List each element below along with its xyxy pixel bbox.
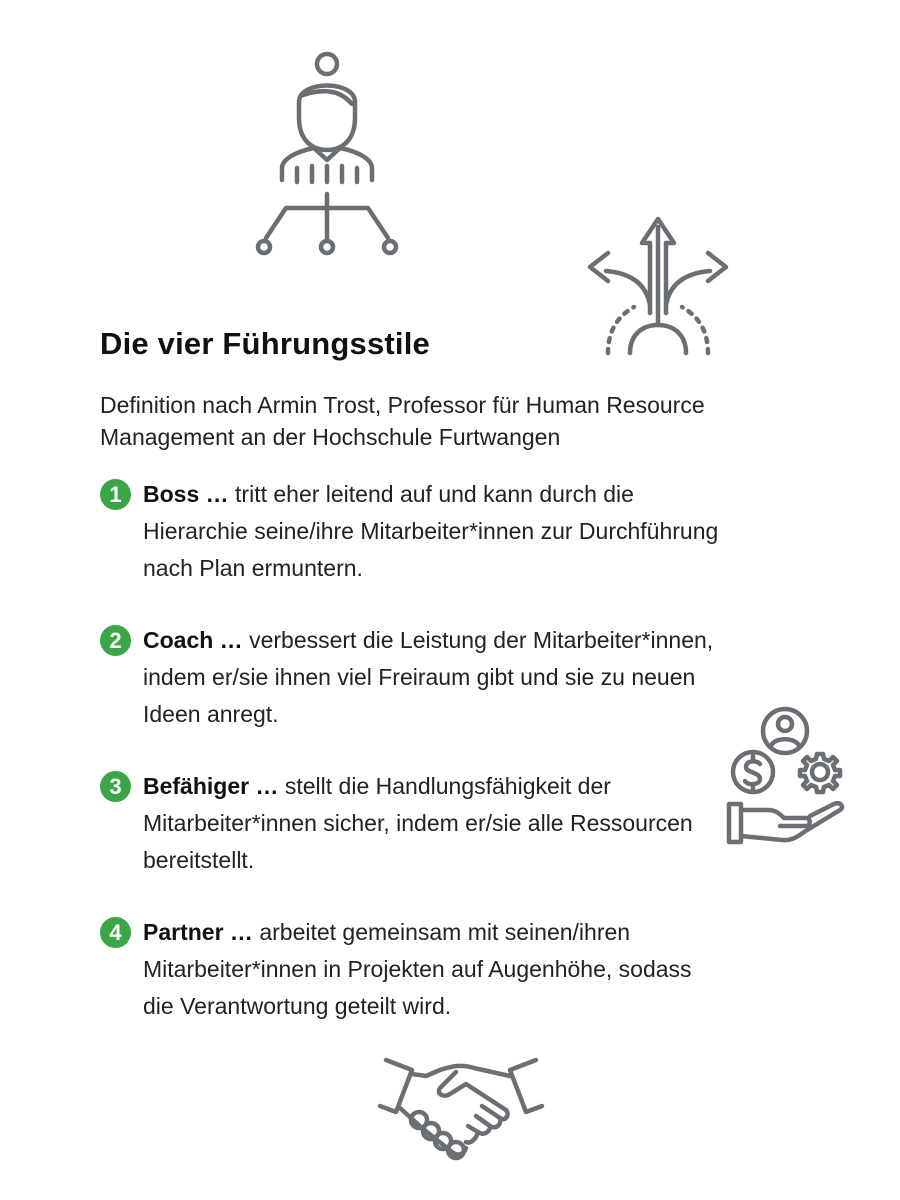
number-badge: 1 [100, 479, 131, 510]
resources-hand-icon [724, 706, 848, 850]
leader-hierarchy-icon [252, 48, 402, 260]
style-description: verbessert die Leistung der Mitarbeiter*innen, indem er/sie ihnen viel Freiraum gibt und sie zu neuen Ideen anregt. [143, 627, 714, 727]
style-name: Befähiger … [143, 773, 279, 799]
style-item-partner [100, 914, 720, 1025]
style-name: Boss … [143, 481, 229, 507]
style-description: stellt die Handlungsfähigkeit der Mitarbeiter*innen sicher, indem er/sie alle Ressourcen bereitstellt. [143, 773, 693, 873]
style-name: Coach … [143, 627, 243, 653]
style-description: arbeitet gemeinsam mit seinen/ihren Mitarbeiter*innen in Projekten auf Augenhöhe, sodass die Verantwortung geteilt wird. [143, 919, 692, 1019]
style-item-boss [100, 476, 720, 587]
leadership-styles-list [100, 476, 720, 1060]
number-badge: 3 [100, 771, 131, 802]
page-title: Die vier Führungsstile [100, 326, 430, 361]
style-item-coach [100, 622, 720, 733]
handshake-icon [382, 1054, 540, 1166]
number-badge: 4 [100, 917, 131, 948]
style-item-befaehiger [100, 768, 720, 879]
number-badge: 2 [100, 625, 131, 656]
intro-text: Definition nach Armin Trost, Professor für Human Resource Management an der Hochschule Furtwangen [100, 392, 705, 450]
style-name: Partner … [143, 919, 253, 945]
direction-arrows-icon [586, 213, 730, 357]
style-description: tritt eher leitend auf und kann durch die Hierarchie seine/ihre Mitarbeiter*innen zur Durchführung nach Plan ermuntern. [143, 481, 719, 581]
